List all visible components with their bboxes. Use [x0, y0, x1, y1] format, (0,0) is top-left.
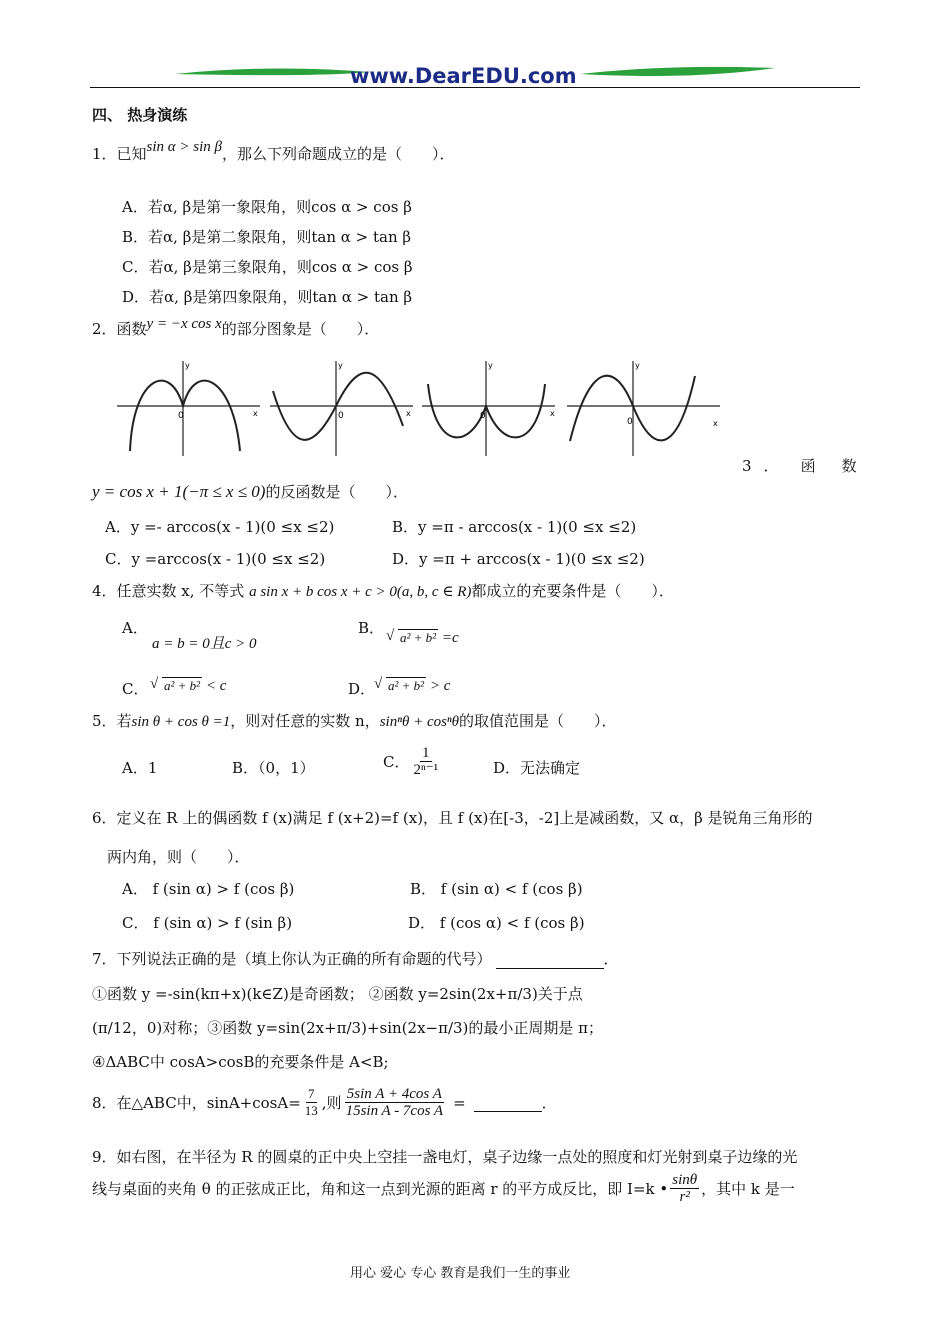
svg-text:x: x [713, 419, 718, 428]
q3-option-a: A．y =- arccos(x - 1)(0 ≤x ≤2) [105, 518, 335, 536]
svg-text:y: y [635, 361, 640, 370]
q4-option-a-label: A． [122, 619, 148, 637]
question-3 [92, 481, 408, 502]
q8-answer-blank[interactable] [474, 1093, 542, 1112]
svg-text:0: 0 [178, 411, 184, 421]
q1-option-c: C．若α, β是第三象限角，则cos α > cos β [122, 258, 413, 276]
q4-inequality: a sin x + b cos x + c > 0(a, b, c ∈ R) [249, 584, 472, 600]
header-divider [90, 87, 860, 88]
q4-option-d-label: D． [348, 680, 376, 698]
q4-option-a: a = b = 0且c > 0 [152, 636, 257, 652]
q6-option-c: C． f (sin α) > f (sin β) [122, 914, 293, 932]
q4-option-b-label: B． [358, 619, 385, 637]
graph-option-b [268, 356, 418, 461]
q1-option-d: D．若α, β是第四象限角，则tan α > tan β [122, 288, 413, 306]
svg-text:y: y [185, 361, 190, 370]
question-7: 7．下列说法正确的是（填上你认为正确的所有命题的代号） ． [92, 950, 619, 968]
q6-line-1: 6．定义在 R 上的偶函数 f (x)满足 f (x+2)=f (x)，且 f (x)在[-3，-2]上是减函数，又 α，β 是锐角三角形的 [92, 809, 813, 827]
svg-text:y: y [488, 361, 493, 370]
q1-condition: sin α > sin β [146, 139, 223, 155]
q9-line-1: 9．如右图，在半径为 R 的圆桌的正中央上空挂一盏电灯，桌子边缘一点处的照度和灯光射到桌子边缘的光 [92, 1148, 798, 1166]
q2-prefix: 2．函数 [92, 320, 147, 338]
q4-option-d: √ a² + b² > c [376, 678, 450, 695]
q4-suffix: 都成立的充要条件是（ ）． [471, 582, 674, 600]
q7-answer-blank[interactable] [496, 950, 604, 969]
svg-text:y: y [338, 361, 343, 370]
q1-option-b: B．若α, β是第二象限角，则tan α > tan β [122, 228, 412, 246]
site-logo[interactable]: www.DearEDU.com [350, 64, 577, 88]
q5-option-c: C． $\frac{1}{\text{2ⁿ⁻¹}}$ [383, 745, 439, 778]
q3-option-d: D．y =π + arccos(x - 1)(0 ≤x ≤2) [392, 550, 645, 568]
q5-option-d: D．无法确定 [493, 759, 581, 777]
question-2 [92, 318, 379, 339]
graph-option-d [565, 356, 725, 461]
q3-number: 3 ． 函 数 [742, 457, 857, 475]
q2-suffix: 的部分图象是（ ）． [221, 320, 380, 338]
question-5: 5．若sin θ + cos θ =1，则对任意的实数 n，sinⁿθ + cosⁿθ的取值范围是（ ）． [92, 712, 617, 730]
question-8: 8．在△ABC中，sinA+cosA= $\frac{7}{13}$ ,则 $\frac{\text{5sin A + 4cos A}}{\text{15sin A - 7cos A}}$ = ． [92, 1086, 557, 1119]
q4-option-c-label: C． [122, 680, 149, 698]
question-1 [92, 139, 455, 164]
q3-option-b: B．y =π - arccos(x - 1)(0 ≤x ≤2) [392, 518, 637, 536]
q1-option-a: A．若α, β是第一象限角，则cos α > cos β [122, 198, 412, 216]
q5-option-a: A．1 [122, 759, 158, 777]
q9-line-2: 线与桌面的夹角 θ 的正弦成正比，角和这一点到光源的距离 r 的平方成反比，即 I=k • $\frac{\sin\theta}{\text{r²}}$ ，其中 k 是一 [92, 1172, 795, 1205]
q3-option-c: C．y =arccos(x - 1)(0 ≤x ≤2) [105, 550, 326, 568]
graph-option-c [420, 356, 560, 461]
q4-prefix: 4．任意实数 x, 不等式 [92, 582, 245, 600]
q3-suffix: 的反函数是（ ）． [265, 483, 408, 501]
svg-text:x: x [550, 409, 555, 418]
footer-text: 用心 爱心 专心 教育是我们一生的事业 [350, 1266, 571, 1281]
q7-line-3: (π/12，0)对称；③函数 y=sin(2x+π/3)+sin(2x−π/3)的最小正周期是 π； [92, 1019, 604, 1037]
q3-function: y = cos x + 1(−π ≤ x ≤ 0) [92, 482, 266, 501]
svg-text:0: 0 [627, 417, 633, 427]
svg-text:0: 0 [338, 411, 344, 421]
q4-option-c: √ a² + b² < c [152, 678, 226, 695]
question-4 [92, 580, 674, 601]
q5-expression: sinⁿθ + cosⁿθ [379, 714, 460, 730]
q1-suffix: ，那么下列命题成立的是（ ）． [222, 145, 455, 163]
q6-option-d: D． f (cos α) < f (cos β) [408, 914, 585, 932]
section-title: 四、 热身演练 [92, 106, 188, 124]
q5-option-b: B．（0，1） [232, 759, 315, 777]
q2-function: y = −x cos x [146, 316, 222, 332]
q5-condition: sin θ + cos θ =1 [131, 714, 231, 730]
q6-line-2: 两内角，则（ ）． [107, 848, 250, 866]
q7-line-4: ④ΔABC中 cosA>cosB的充要条件是 A<B; [92, 1053, 389, 1071]
q6-option-a: A． f (sin α) > f (cos β) [122, 880, 295, 898]
graph-option-a [115, 356, 265, 461]
svg-text:x: x [406, 409, 411, 418]
q1-prefix: 1．已知 [92, 145, 147, 163]
svg-text:0: 0 [480, 411, 486, 421]
q6-option-b: B． f (sin α) < f (cos β) [410, 880, 583, 898]
q4-option-b: √ a² + b² =c [388, 630, 459, 647]
q7-line-2: ①函数 y =-sin(kπ+x)(k∈Z)是奇函数； ②函数 y=2sin(2x+π/3)关于点 [92, 985, 583, 1003]
svg-text:x: x [253, 409, 258, 418]
